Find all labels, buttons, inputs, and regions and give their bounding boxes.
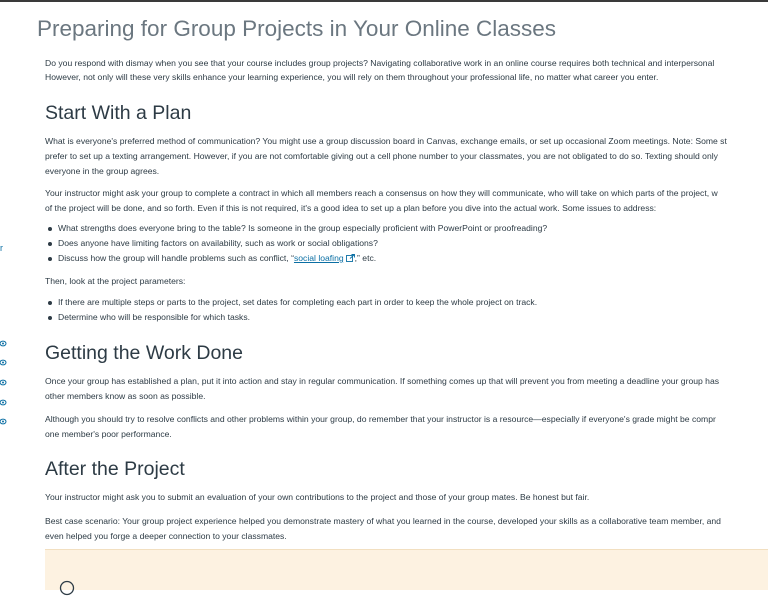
work-para2-line-2: one member's poor performance. (45, 429, 172, 439)
callout-box (45, 549, 768, 590)
after-para2-line-1: Best case scenario: Your group project experience helped you demonstrate mastery of what you learned in the course, developed your skills as a collaborative team member, and (45, 516, 721, 526)
bullet-text: ,” etc. (354, 253, 377, 263)
external-link-icon (346, 254, 355, 262)
list-item: If there are multiple steps or parts to the project, set dates for completing each part in order to keep the whole project on track. (45, 295, 537, 310)
eye-icon[interactable] (0, 339, 9, 348)
top-border (0, 0, 768, 2)
bullet-text: Discuss how the group will handle problems such as conflict, “ (58, 253, 294, 263)
plan-issues-list (45, 221, 547, 266)
after-para1: Your instructor might ask you to submit an evaluation of your own contributions to the project and those of your group mates. Be honest but fair. (45, 492, 590, 502)
list-item: What strengths does everyone bring to the table? Is someone in the group especially proficient with PowerPoint or proofreading? (45, 221, 547, 236)
social-loafing-link[interactable]: social loafing (293, 253, 344, 263)
info-circle-icon (59, 580, 75, 596)
intro-line-1: Do you respond with dismay when you see that your course includes group projects? Navigating collaborative work in an online course requires both technical and interpersonal (45, 58, 715, 68)
page-title: Preparing for Group Projects in Your Online Classes (37, 16, 557, 41)
section-heading-plan: Start With a Plan (45, 102, 192, 124)
section-heading-work: Getting the Work Done (45, 342, 243, 364)
plan-para1-line-1: What is everyone's preferred method of communication? You might use a group discussion board in Canvas, exchange emails, or set up occasional Zoom meetings. Note: Some st (45, 136, 727, 146)
plan-para1-line-2: prefer to set up a texting arrangement. However, if you are not comfortable giving out a cell phone number to your classmates, you are not obligated to do so. Texting should only (45, 151, 718, 161)
sidebar-link-fragment[interactable]: r (0, 243, 3, 253)
work-para1-line-1: Once your group has established a plan, put it into action and stay in regular communication. If something comes up that will prevent you from meeting a deadline your group has (45, 376, 720, 386)
plan-para1-line-3: everyone in the group agrees. (45, 166, 160, 176)
plan-para2-line-2: of the project will be done, and so forth. Even if this is not required, it's a good idea to set up a plan before you dive into the actual work. Some issues to address: (45, 203, 657, 213)
work-para2-line-1: Although you should try to resolve conflicts and other problems within your group, do remember that your instructor is a resource—especially if everyone's grade might be compr (45, 414, 716, 424)
list-item (45, 251, 547, 266)
plan-para2-line-1: Your instructor might ask your group to complete a contract in which all members reach a consensus on how they will communicate, who will take on which parts of the project, w (45, 188, 718, 198)
plan-params-list (45, 295, 537, 325)
eye-icon[interactable] (0, 398, 9, 407)
eye-icon[interactable] (0, 417, 9, 426)
work-para1-line-2: other members know as soon as possible. (45, 391, 206, 401)
section-heading-after: After the Project (45, 458, 185, 480)
eye-icon[interactable] (0, 378, 9, 387)
list-item: Determine who will be responsible for which tasks. (45, 310, 537, 325)
after-para2-line-2: even helped you forge a deeper connection to your classmates. (45, 531, 287, 541)
eye-icon[interactable] (0, 358, 9, 367)
intro-line-2: However, not only will these very skills enhance your learning experience, you will rely on them throughout your professional life, no matter what career you enter. (45, 72, 659, 82)
plan-then-text: Then, look at the project parameters: (45, 276, 186, 286)
list-item: Does anyone have limiting factors on availability, such as work or social obligations? (45, 236, 547, 251)
